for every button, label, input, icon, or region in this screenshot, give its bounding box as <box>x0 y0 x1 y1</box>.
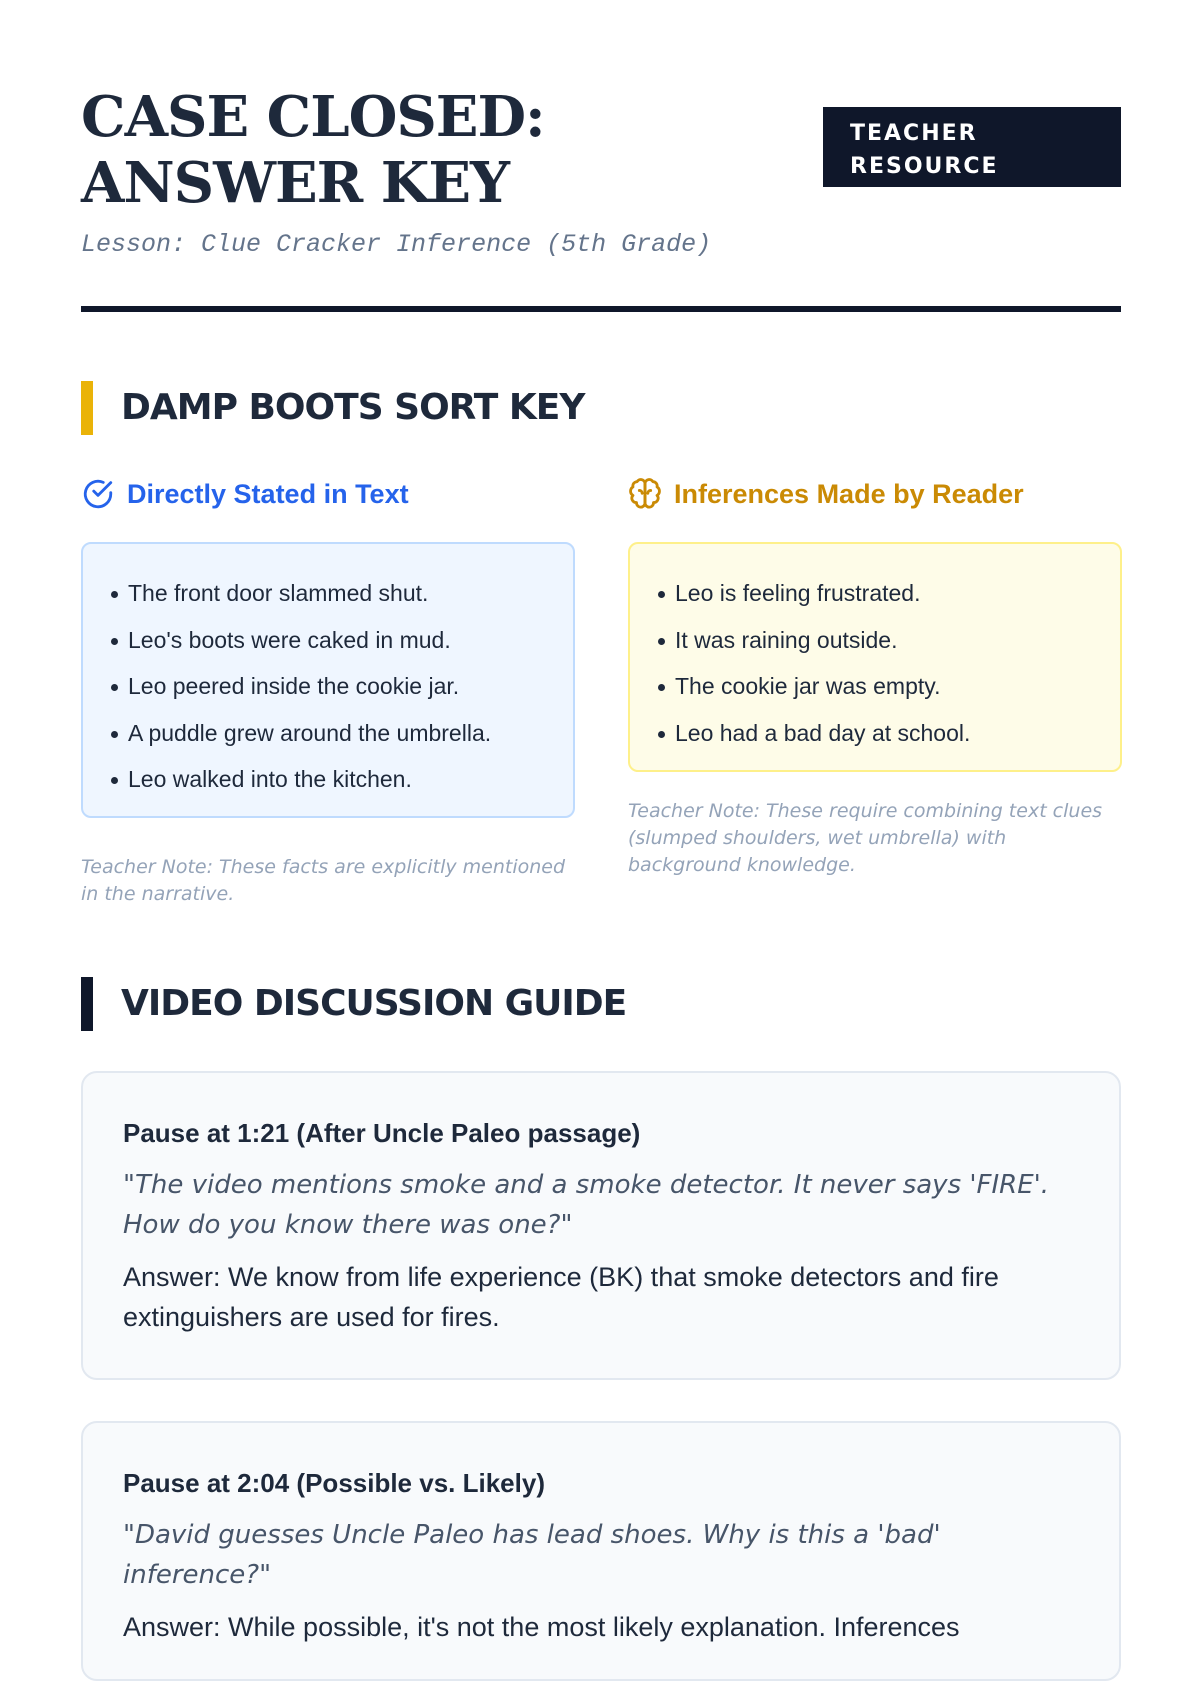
list-item: It was raining outside. <box>658 617 1094 664</box>
inferences-box <box>628 542 1122 772</box>
card-heading: Pause at 1:21 (After Uncle Paleo passage) <box>123 1118 641 1148</box>
stated-facts-list <box>111 570 547 803</box>
discussion-card <box>81 1071 1121 1380</box>
stated-facts-box <box>81 542 575 818</box>
check-circle-icon <box>81 477 115 511</box>
card-answer: Answer: While possible, it's not the most likely explanation. Inferences <box>123 1612 960 1642</box>
list-item: Leo's boots were caked in mud. <box>111 617 547 664</box>
inferences-teacher-note: Teacher Note: These require combining text clues (slumped shoulders, wet umbrella) with background knowledge. <box>628 800 1103 876</box>
list-item: The cookie jar was empty. <box>658 663 1094 710</box>
page-header <box>81 84 1121 264</box>
inferences-column <box>628 474 1122 876</box>
list-item: Leo walked into the kitchen. <box>111 756 547 803</box>
section-accent-bar <box>81 977 93 1031</box>
brain-icon <box>628 477 662 511</box>
inferences-list <box>658 570 1094 756</box>
card-question: "The video mentions smoke and a smoke detector. It never says 'FIRE'. How do you know there was one?" <box>123 1170 1050 1240</box>
lesson-subtitle: Lesson: Clue Cracker Inference (5th Grade) <box>81 230 712 259</box>
teacher-resource-badge: TEACHER RESOURCE <box>823 107 1121 187</box>
card-question: "David guesses Uncle Paleo has lead shoes. Why is this a 'bad' inference?" <box>123 1520 941 1590</box>
stated-column-title: Directly Stated in Text <box>127 479 409 509</box>
list-item: Leo had a bad day at school. <box>658 710 1094 757</box>
list-item: The front door slammed shut. <box>111 570 547 617</box>
inferences-column-header <box>628 474 1122 514</box>
section-title: DAMP BOOTS SORT KEY <box>121 387 585 428</box>
inferences-column-title: Inferences Made by Reader <box>674 479 1024 509</box>
list-item: Leo peered inside the cookie jar. <box>111 663 547 710</box>
stated-teacher-note: Teacher Note: These facts are explicitly mentioned in the narrative. <box>81 856 566 905</box>
section-accent-bar <box>81 381 93 435</box>
list-item: A puddle grew around the umbrella. <box>111 710 547 757</box>
card-heading: Pause at 2:04 (Possible vs. Likely) <box>123 1468 545 1498</box>
header-divider <box>81 306 1121 312</box>
stated-column <box>81 474 575 905</box>
section-title: VIDEO DISCUSSION GUIDE <box>121 983 627 1024</box>
page-title: CASE CLOSED: ANSWER KEY <box>81 84 545 216</box>
stated-column-header <box>81 474 575 514</box>
list-item: Leo is feeling frustrated. <box>658 570 1094 617</box>
card-answer: Answer: We know from life experience (BK) that smoke detectors and fire extinguishers are used for fires. <box>123 1262 999 1332</box>
discussion-card <box>81 1421 1121 1681</box>
